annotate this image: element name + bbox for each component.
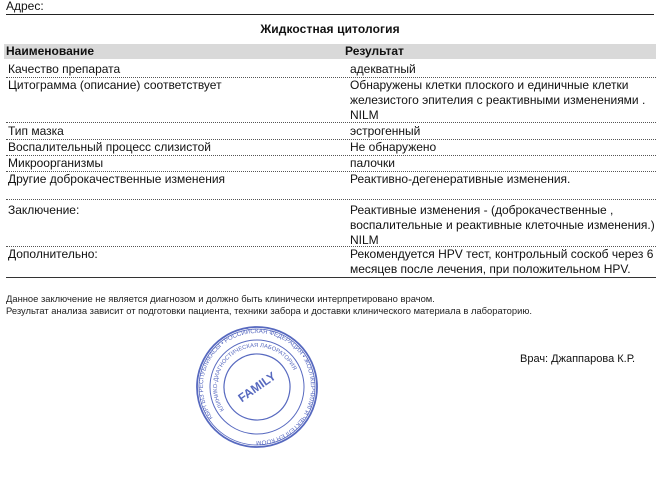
stamp-center-text: FAMILY — [235, 368, 279, 406]
table-row — [6, 124, 656, 140]
row-value: эстрогенный — [350, 124, 421, 138]
disclaimer — [6, 293, 656, 317]
disclaimer-line: Результат анализа зависит от подготовки пациента, техники забора и доставки клинического материала в лабораторию. — [6, 305, 532, 316]
table-row — [6, 203, 656, 247]
doctor-signature: Врач: Джаппарова К.Р. — [520, 353, 636, 365]
table-row — [6, 78, 656, 123]
table-row — [6, 247, 656, 278]
row-value: Обнаружены клетки плоского и единичные клетки железистого эпителия с реактивными изменениями . NILM — [350, 78, 646, 122]
stamp-outer-text: КЫРГЫЗ РЕСПУБЛИКАСЫ • РОССИЙСКАЯ ФЕДЕРАЦИЯ • ЖООПКЕРЧИЛИГИ ЧЕКТЕЛГЕН КООМ — [197, 327, 317, 447]
row-name: Заключение: — [8, 203, 80, 217]
row-value: Реактивные изменения - (доброкачественные , воспалительные и реактивные клеточные изменения.) NILM — [350, 203, 655, 247]
row-value: Не обнаружено — [350, 140, 437, 154]
row-name: Качество препарата — [8, 62, 121, 76]
row-value: Реактивно-дегенеративные изменения. — [350, 172, 571, 186]
disclaimer-line: Данное заключение не является диагнозом и должно быть клинически интерпретировано врачом. — [6, 293, 435, 304]
stamp-inner-text: КЛИНИКО-ДИАГНОСТИЧЕСКАЯ ЛАБОРАТОРИЯ — [212, 342, 298, 413]
lab-stamp — [195, 325, 319, 449]
row-name: Воспалительный процесс слизистой — [8, 140, 211, 154]
row-name: Тип мазка — [8, 124, 64, 138]
table-row — [6, 62, 656, 78]
address-label: Адрес: — [6, 0, 44, 13]
row-name: Дополнительно: — [8, 247, 98, 261]
row-value: Рекомендуется HPV тест, контрольный соскоб через 6 месяцев после лечения, при положительном HPV. — [350, 247, 654, 276]
column-header-name: Наименование — [6, 44, 95, 58]
row-value: адекватный — [350, 62, 416, 76]
column-header-result: Результат — [345, 44, 404, 58]
address-row — [6, 0, 654, 15]
row-name: Другие доброкачественные изменения — [8, 172, 226, 186]
page-title: Жидкостная цитология — [260, 22, 400, 36]
table-row — [6, 140, 656, 156]
row-name: Цитограмма (описание) соответствует — [8, 78, 222, 92]
row-value: палочки — [350, 156, 395, 170]
table-header — [4, 44, 656, 59]
row-name: Микроорганизмы — [8, 156, 104, 170]
table-row — [6, 172, 656, 200]
table-row — [6, 156, 656, 172]
